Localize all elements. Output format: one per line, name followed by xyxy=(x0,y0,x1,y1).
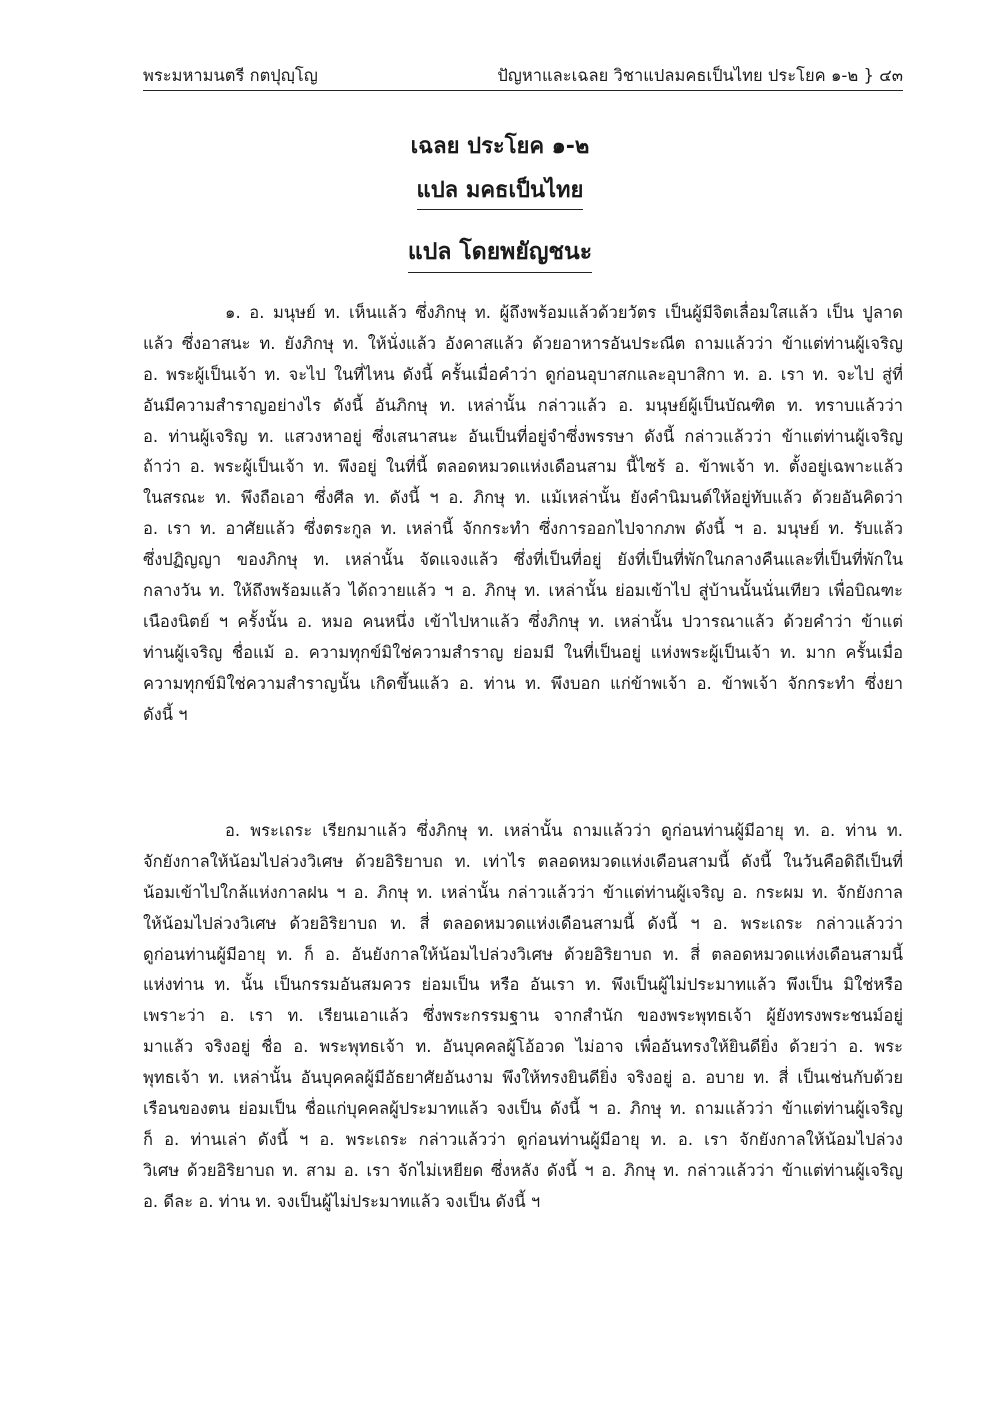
paragraph-line: อ. พระผู้เป็นเจ้า ท. จะไป ในที่ไหน ดังนี้ ครั้นเมื่อคำว่า ดูก่อนอุบาสกและอุบาสิกา ท. อ. เรา ท. จะไป สู่ที่ xyxy=(143,364,903,384)
paragraph-line: เนืองนิตย์ ฯ ครั้งนั้น อ. หมอ คนหนึ่ง เข้าไปหาแล้ว ซึ่งภิกษุ ท. เหล่านั้น ปวารณาแล้ว ด้วยคำว่า ข้าแต่ xyxy=(143,611,903,631)
paragraph-line: ให้น้อมไปล่วงวิเศษ ด้วยอิริยาบถ ท. สี่ ตลอดหมวดแห่งเดือนสามนี้ ดังนี้ ฯ อ. พระเถระ กล่าวแล้วว่า xyxy=(143,913,903,933)
paragraph-line: ดังนี้ ฯ xyxy=(143,704,188,724)
paragraph-line: ท่านผู้เจริญ ชื่อแม้ อ. ความทุกข์มิใช่ความสำราญ ย่อมมี ในที่เป็นอยู่ แห่งพระผู้เป็นเจ้า ท. มาก ครั้นเมื่อ xyxy=(143,642,903,662)
paragraph-line: อ. ดีละ อ. ท่าน ท. จงเป็นผู้ไม่ประมาทแล้ว จงเป็น ดังนี้ ฯ xyxy=(143,1191,541,1211)
paragraph-line: ความทุกข์มิใช่ความสำราญนั้น เกิดขึ้นแล้ว อ. ท่าน ท. พึงบอก แก่ข้าพเจ้า อ. ข้าพเจ้า จักกระทำ ซึ่งยา xyxy=(143,673,903,693)
section-heading xyxy=(0,234,1000,273)
paragraph-line: น้อมเข้าไปใกล้แห่งกาลฝน ฯ อ. ภิกษุ ท. เหล่านั้น กล่าวแล้วว่า ข้าแต่ท่านผู้เจริญ อ. กระผม ท. จักยังกาล xyxy=(143,882,903,902)
answer-heading xyxy=(0,128,1000,165)
paragraph-line: มาแล้ว จริงอยู่ ชื่อ อ. พระพุทธเจ้า ท. อันบุคคลผู้โอ้อวด ไม่อาจ เพื่ออันทรงให้ยินดียิ่ง ด้วยว่า อ. พระ xyxy=(143,1037,903,1057)
paragraph-line: จักยังกาลให้น้อมไปล่วงวิเศษ ด้วยอิริยาบถ ท. เท่าไร ตลอดหมวดแห่งเดือนสามนี้ ดังนี้ ในวันคือดิถีเป็นที่ xyxy=(143,851,903,871)
paragraph-line: แห่งท่าน ท. นั้น เป็นกรรมอันสมควร ย่อมเป็น หรือ อันเรา ท. พึงเป็นผู้ไม่ประมาทแล้ว พึงเป็น มิใช่หรือ xyxy=(143,975,903,995)
paragraph-line: พุทธเจ้า ท. เหล่านั้น อันบุคคลผู้มีอัธยาศัยอันงาม พึงให้ทรงยินดียิ่ง จริงอยู่ อ. อบาย ท. สี่ เป็นเช่นกับด้วย xyxy=(143,1068,903,1088)
paragraph-line: ในสรณะ ท. พึงถือเอา ซึ่งศีล ท. ดังนี้ ฯ อ. ภิกษุ ท. แม้เหล่านั้น ยังคำนิมนต์ให้อยู่ทับแล้ว ด้วยอันคิดว่า xyxy=(143,488,903,508)
paragraph-line: ซึ่งปฏิญญา ของภิกษุ ท. เหล่านั้น จัดแจงแล้ว ซึ่งที่เป็นที่อยู่ ยังที่เป็นที่พักในกลางคืนและที่เป็นที่พักใน xyxy=(143,550,903,570)
paragraph-line: อันมีความสำราญอย่างไร ดังนี้ อันภิกษุ ท. เหล่านั้น กล่าวแล้ว อ. มนุษย์ผู้เป็นบัณฑิต ท. ทราบแล้วว่า xyxy=(143,395,903,415)
paragraph-line: ก็ อ. ท่านเล่า ดังนี้ ฯ อ. พระเถระ กล่าวแล้วว่า ดูก่อนท่านผู้มีอายุ ท. อ. เรา จักยังกาลให้น้อมไปล่วง xyxy=(143,1129,903,1149)
paragraph-line: แล้ว ซึ่งอาสนะ ท. ยังภิกษุ ท. ให้นั่งแล้ว อังคาสแล้ว ด้วยอาหารอันประณีต ถามแล้วว่า ข้าแต่ท่านผู้เจริญ xyxy=(143,333,903,353)
paragraph-line: อ. ท่านผู้เจริญ ท. แสวงหาอยู่ ซึ่งเสนาสนะ อันเป็นที่อยู่จำซึ่งพรรษา ดังนี้ กล่าวแล้วว่า ข้าแต่ท่านผู้เจริญ xyxy=(143,426,903,446)
paragraph-line: วิเศษ ด้วยอิริยาบถ ท. สาม อ. เรา จักไม่เหยียด ซึ่งหลัง ดังนี้ ฯ อ. ภิกษุ ท. กล่าวแล้วว่า ข้าแต่ท่านผู้เจริญ xyxy=(143,1160,903,1180)
header-author: พระมหามนตรี กตปุญฺโญ xyxy=(143,66,318,85)
paragraph-line: ๑. อ. มนุษย์ ท. เห็นแล้ว ซึ่งภิกษุ ท. ผู้ถึงพร้อมแล้วด้วยวัตร เป็นผู้มีจิตเลื่อมใสแล้ว เป็น ปูลาด xyxy=(225,303,903,322)
section-heading-text: แปล โดยพยัญชนะ xyxy=(408,234,592,273)
paragraph-line: ถ้าว่า อ. พระผู้เป็นเจ้า ท. พึงอยู่ ในที่นี้ ตลอดหมวดแห่งเดือนสาม นี้ไซร้ อ. ข้าพเจ้า ท. ตั้งอยู่เฉพาะแล้ว xyxy=(143,457,903,477)
paragraph-line: เรือนของตน ย่อมเป็น ชื่อแก่บุคคลผู้ประมาทแล้ว จงเป็น ดังนี้ ฯ อ. ภิกษุ ท. ถามแล้วว่า ข้าแต่ท่านผู้เจริญ xyxy=(143,1099,903,1119)
subject-heading-text: แปล มคธเป็นไทย xyxy=(417,172,584,210)
paragraph-line: เพราะว่า อ. เรา ท. เรียนเอาแล้ว ซึ่งพระกรรมฐาน จากสำนัก ของพระพุทธเจ้า ผู้ยังทรงพระชนม์อยู่ xyxy=(143,1006,903,1026)
paragraph-line: อ. พระเถระ เรียกมาแล้ว ซึ่งภิกษุ ท. เหล่านั้น ถามแล้วว่า ดูก่อนท่านผู้มีอายุ ท. อ. ท่าน ท. xyxy=(225,821,903,840)
paragraph-line: กลางวัน ท. ให้ถึงพร้อมแล้ว ได้ถวายแล้ว ฯ อ. ภิกษุ ท. เหล่านั้น ย่อมเข้าไป สู่บ้านนั้นนั่นเทียว เพื่อบิณฑะ xyxy=(143,581,903,601)
paragraph-line: อ. เรา ท. อาศัยแล้ว ซึ่งตระกูล ท. เหล่านี้ จักกระทำ ซึ่งการออกไปจากภพ ดังนี้ ฯ อ. มนุษย์ ท. รับแล้ว xyxy=(143,519,903,539)
header-book-title-page-number: ปัญหาและเฉลย วิชาแปลมคธเป็นไทย ประโยค ๑-๒ } ๔๓ xyxy=(497,66,903,85)
paragraph-line: ดูก่อนท่านผู้มีอายุ ท. ก็ อ. อันยังกาลให้น้อมไปล่วงวิเศษ ด้วยอิริยาบถ ท. สี่ ตลอดหมวดแห่งเดือนสามนี้ xyxy=(143,944,903,964)
running-header xyxy=(143,62,903,91)
paragraph-2 xyxy=(143,816,903,1218)
answer-heading-text: เฉลย ประโยค ๑-๒ xyxy=(410,134,590,159)
subject-heading xyxy=(0,172,1000,210)
paragraph-1 xyxy=(143,298,903,730)
